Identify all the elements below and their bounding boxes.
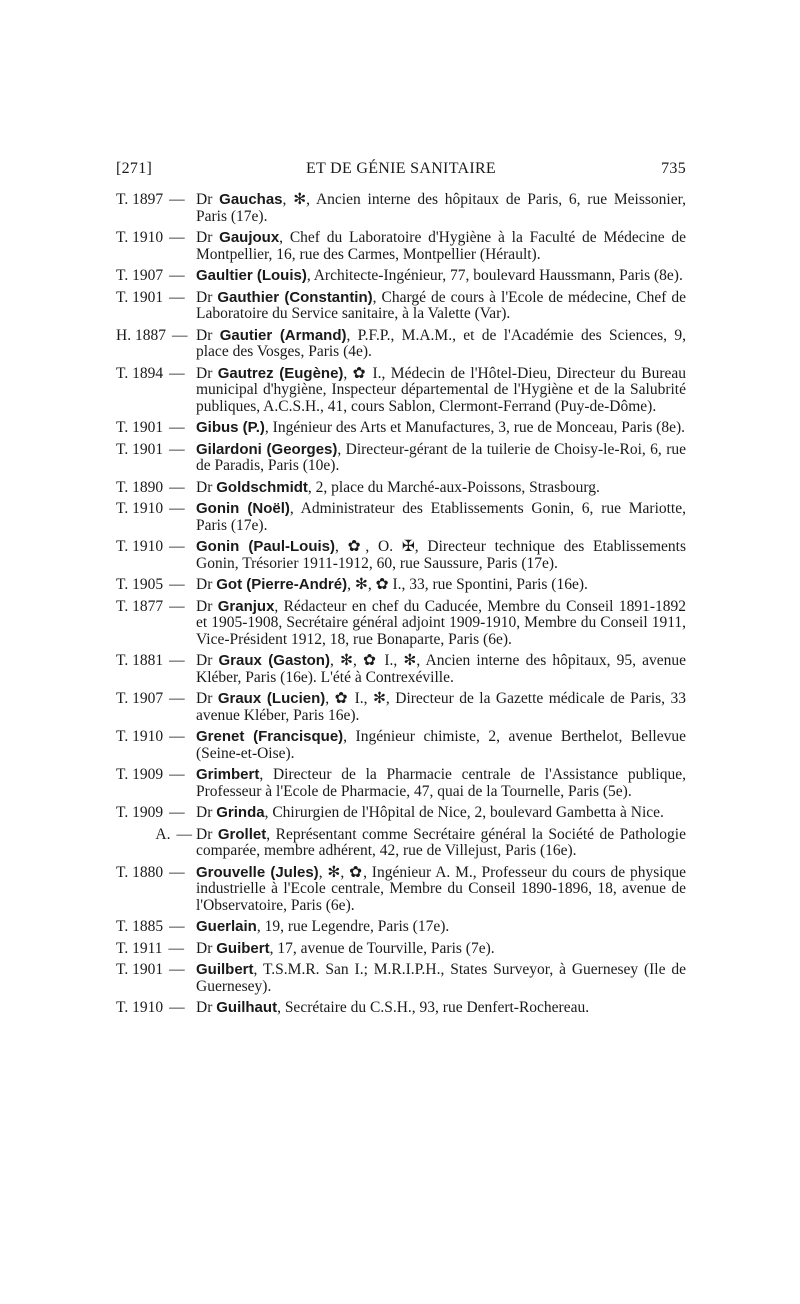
member-details <box>196 268 686 285</box>
dash-separator: — <box>169 419 185 436</box>
membership-type-year <box>116 442 196 475</box>
dash-separator: — <box>169 538 185 555</box>
dash-separator: — <box>169 229 185 246</box>
member-description: , Secrétaire du C.S.H., 93, rue Denfert-Rochereau. <box>277 999 590 1016</box>
membership-type-year <box>116 1000 196 1017</box>
membership-type-year <box>116 599 196 649</box>
member-details <box>196 366 686 416</box>
membership-type-year <box>116 767 196 800</box>
membership-code: T. 1910 <box>116 538 164 555</box>
membership-type-year <box>116 653 196 686</box>
member-details <box>196 653 686 686</box>
member-name: Gilardoni (Georges) <box>196 440 338 458</box>
membership-code: T. 1909 <box>116 766 164 783</box>
membership-type-year <box>116 192 196 225</box>
membership-code: T. 1877 <box>116 597 164 615</box>
membership-code: T. 1910 <box>116 999 164 1016</box>
membership-code: T. 1881 <box>116 652 164 669</box>
membership-type-year <box>116 827 196 860</box>
member-name: Gaultier (Louis) <box>196 267 307 284</box>
member-entry <box>116 230 686 263</box>
member-title: Dr <box>196 229 213 246</box>
member-details <box>196 805 686 822</box>
member-entry <box>116 691 686 724</box>
member-description: , ✻, ✿ I., ✻, Ancien interne des hôpitaux, 95, avenue Kléber, Paris (16e). L'été à Contrexéville. <box>196 652 687 686</box>
dash-separator: — <box>169 766 185 783</box>
member-description: , ✻, ✿, Ingénieur A. M., Professeur du cours de physique industrielle à l'Ecole centrale, Membre du Conseil 1890-1896, 18, avenue de l'Observatoire, Paris (6e). <box>196 863 686 914</box>
member-entry <box>116 962 686 995</box>
dash-separator: — <box>171 326 188 344</box>
member-name: Grinda <box>216 804 265 821</box>
member-name: Gonin (Paul-Louis) <box>196 538 335 555</box>
member-entry <box>116 192 686 225</box>
membership-type-year <box>116 328 196 361</box>
member-description: , 19, rue Legendre, Paris (17e). <box>256 918 450 935</box>
member-entry <box>116 480 686 497</box>
membership-type-year <box>116 962 196 995</box>
member-description: , Rédacteur en chef du Caducée, Membre du Conseil 1891-1892 et 1905-1908, Secrétaire général adjoint 1909-1910, Membre du Conseil 1911, Vice-Président 1912, 18, rue Bonaparte, Paris (6e). <box>196 597 686 648</box>
member-entry <box>116 539 686 572</box>
member-entry <box>116 729 686 762</box>
membership-code: T. 1901 <box>116 440 164 458</box>
page-number: 735 <box>661 160 686 177</box>
member-name: Grimbert <box>196 766 260 783</box>
member-entry <box>116 366 686 416</box>
membership-code: T. 1890 <box>116 478 164 496</box>
member-details <box>196 230 686 263</box>
member-title: Dr <box>196 364 213 382</box>
membership-type-year <box>116 290 196 323</box>
member-title: Dr <box>196 576 213 593</box>
member-title: Dr <box>196 999 213 1016</box>
member-description: , Ingénieur des Arts et Manufactures, 3, rue de Monceau, Paris (8e). <box>264 419 685 436</box>
member-description: , ✻, ✿ I., 33, rue Spontini, Paris (16e). <box>347 576 588 593</box>
member-name: Gibus (P.) <box>196 419 265 436</box>
member-entry <box>116 805 686 822</box>
running-title: ET DE GÉNIE SANITAIRE <box>305 160 497 177</box>
member-description: , Administrateur des Etablissements Gonin, 6, rue Mariotte, Paris (17e). <box>196 500 686 534</box>
dash-separator: — <box>168 939 184 957</box>
dash-separator: — <box>169 999 185 1016</box>
member-details <box>196 827 686 860</box>
member-description: , ✿ I., ✻, Directeur de la Gazette médicale de Paris, 33 avenue Kléber, Paris 16e). <box>196 690 686 724</box>
membership-type-year <box>116 729 196 762</box>
membership-type-year <box>116 941 196 958</box>
membership-code: T. 1894 <box>116 364 164 382</box>
section-reference: [271] <box>116 160 153 177</box>
dash-separator: — <box>169 500 185 517</box>
member-title: Dr <box>196 288 213 306</box>
dash-separator: — <box>169 191 185 208</box>
member-name: Graux (Gaston) <box>218 652 330 669</box>
membership-code: T. 1901 <box>116 288 164 306</box>
member-title: Dr <box>196 191 213 208</box>
member-name: Goldschmidt <box>216 478 308 496</box>
member-entry <box>116 268 686 285</box>
dash-separator: — <box>176 825 192 843</box>
member-name: Granjux <box>217 597 275 615</box>
member-description: , 17, avenue de Tourville, Paris (7e). <box>269 939 495 957</box>
membership-code: T. 1909 <box>116 804 164 821</box>
membership-code: T. 1905 <box>116 576 164 593</box>
member-description: , P.F.P., M.A.M., et de l'Académie des Sciences, 9, place des Vosges, Paris (4e). <box>196 326 686 360</box>
member-details <box>196 290 686 323</box>
member-description: , Chirurgien de l'Hôpital de Nice, 2, boulevard Gambetta à Nice. <box>264 804 664 821</box>
member-details <box>196 941 686 958</box>
dash-separator: — <box>169 728 185 745</box>
member-entry <box>116 599 686 649</box>
member-description: , Chargé de cours à l'Ecole de médecine, Chef de Laboratoire du Service sanitaire, à la Valette (Var). <box>196 288 687 322</box>
membership-type-year <box>116 501 196 534</box>
dash-separator: — <box>169 597 185 615</box>
membership-code: H. 1887 <box>116 326 166 344</box>
membership-code: T. 1897 <box>116 191 164 208</box>
membership-code: T. 1901 <box>116 961 164 978</box>
member-details <box>196 539 686 572</box>
member-name: Gauthier (Constantin) <box>217 288 373 306</box>
membership-code: T. 1907 <box>116 267 164 284</box>
member-description: , Directeur-gérant de la tuilerie de Choisy-le-Roi, 6, rue de Paradis, Paris (10e). <box>196 440 686 474</box>
dash-separator: — <box>169 652 185 669</box>
member-title: Dr <box>196 825 213 843</box>
member-entry <box>116 941 686 958</box>
member-name: Gaujoux <box>219 229 280 246</box>
member-description: , Directeur de la Pharmacie centrale de l'Assistance publique, Professeur à l'Ecole de Pharmacie, 47, quai de la Tournelle, Paris (5e). <box>196 766 686 800</box>
member-title: Dr <box>196 326 213 344</box>
membership-code: T. 1907 <box>116 690 164 707</box>
membership-type-year <box>116 919 196 936</box>
membership-type-year <box>116 230 196 263</box>
member-details <box>196 480 686 497</box>
member-details <box>196 577 686 594</box>
member-name: Graux (Lucien) <box>217 690 326 707</box>
member-details <box>196 420 686 437</box>
member-details <box>196 328 686 361</box>
member-name: Gautier (Armand) <box>219 326 347 344</box>
member-entry <box>116 827 686 860</box>
page-header <box>116 160 686 184</box>
dash-separator: — <box>169 364 185 382</box>
member-details <box>196 919 686 936</box>
membership-code: T. 1880 <box>116 863 164 881</box>
membership-type-year <box>116 268 196 285</box>
member-title: Dr <box>196 597 213 615</box>
member-name: Guerlain <box>196 918 257 935</box>
dash-separator: — <box>169 576 185 593</box>
member-entry <box>116 767 686 800</box>
member-name: Guilbert <box>196 961 254 978</box>
member-title: Dr <box>196 652 213 669</box>
member-title: Dr <box>196 478 213 496</box>
membership-type-year <box>116 577 196 594</box>
member-name: Grenet (Francisque) <box>196 728 344 745</box>
membership-type-year <box>116 865 196 915</box>
dash-separator: — <box>169 918 185 935</box>
membership-code: T. 1910 <box>116 229 164 246</box>
member-description: , Ingénieur chimiste, 2, avenue Berthelot, Bellevue (Seine-et-Oise). <box>196 728 686 762</box>
member-name: Grollet <box>217 825 267 843</box>
membership-type-year <box>116 691 196 724</box>
member-description: , ✻, Ancien interne des hôpitaux de Paris, 6, rue Meissonier, Paris (17e). <box>196 191 687 225</box>
member-entry <box>116 1000 686 1017</box>
membership-code: A. <box>155 825 171 843</box>
membership-code: T. 1901 <box>116 419 164 436</box>
dash-separator: — <box>169 267 185 284</box>
member-entry <box>116 328 686 361</box>
member-entry <box>116 865 686 915</box>
member-name: Gautrez (Eugène) <box>217 364 344 382</box>
dash-separator: — <box>169 804 185 821</box>
member-entry <box>116 919 686 936</box>
membership-type-year <box>116 480 196 497</box>
member-entry <box>116 653 686 686</box>
member-description: , 2, place du Marché-aux-Poissons, Strasbourg. <box>307 478 600 496</box>
member-description: , Architecte-Ingénieur, 77, boulevard Haussmann, Paris (8e). <box>306 267 683 284</box>
membership-type-year <box>116 366 196 416</box>
dash-separator: — <box>169 440 185 458</box>
member-entry <box>116 420 686 437</box>
member-name: Got (Pierre-André) <box>216 576 348 593</box>
member-description: , ✿ I., Médecin de l'Hôtel-Dieu, Directeur du Bureau municipal d'hygiène, Inspecteur départemental de l'Hygiène et de la Salubrité publiques, A.C.S.H., 41, cours Sablon, Clermont-Ferrand (Puy-de-Dôme). <box>196 364 686 415</box>
member-details <box>196 192 686 225</box>
member-description: , T.S.M.R. San I.; M.R.I.P.H., States Surveyor, à Guernesey (Ile de Guernesey). <box>196 961 686 995</box>
member-title: Dr <box>196 939 213 957</box>
member-entry <box>116 290 686 323</box>
member-details <box>196 729 686 762</box>
dash-separator: — <box>169 863 185 881</box>
membership-code: T. 1910 <box>116 500 164 517</box>
member-title: Dr <box>196 690 213 707</box>
member-title: Dr <box>196 804 213 821</box>
member-details <box>196 691 686 724</box>
member-name: Gonin (Noël) <box>196 500 290 517</box>
member-entry <box>116 577 686 594</box>
member-list <box>116 192 686 1022</box>
membership-type-year <box>116 420 196 437</box>
member-details <box>196 442 686 475</box>
member-name: Gauchas <box>219 191 283 208</box>
member-details <box>196 865 686 915</box>
member-name: Guibert <box>216 939 270 957</box>
member-details <box>196 599 686 649</box>
membership-type-year <box>116 805 196 822</box>
dash-separator: — <box>169 961 185 978</box>
member-details <box>196 501 686 534</box>
member-entry <box>116 501 686 534</box>
member-name: Guilhaut <box>216 999 278 1016</box>
membership-code: T. 1885 <box>116 918 164 935</box>
dash-separator: — <box>169 690 185 707</box>
member-details <box>196 767 686 800</box>
member-details <box>196 962 686 995</box>
member-entry <box>116 442 686 475</box>
dash-separator: — <box>169 288 185 306</box>
member-description: , Chef du Laboratoire d'Hygiène à la Faculté de Médecine de Montpellier, 16, rue des Carmes, Montpellier (Hérault). <box>196 229 687 263</box>
dash-separator: — <box>169 478 185 496</box>
member-description: , ✿, O. ✠, Directeur technique des Etablissements Gonin, Trésorier 1911-1912, 60, rue Saussure, Paris (17e). <box>196 538 686 572</box>
membership-code: T. 1910 <box>116 728 164 745</box>
membership-code: T. 1911 <box>116 939 163 957</box>
member-details <box>196 1000 686 1017</box>
membership-type-year <box>116 539 196 572</box>
member-description: , Représentant comme Secrétaire général la Société de Pathologie comparée, membre adhérent, 42, rue de Villejust, Paris (16e). <box>196 825 686 859</box>
member-name: Grouvelle (Jules) <box>196 863 319 881</box>
